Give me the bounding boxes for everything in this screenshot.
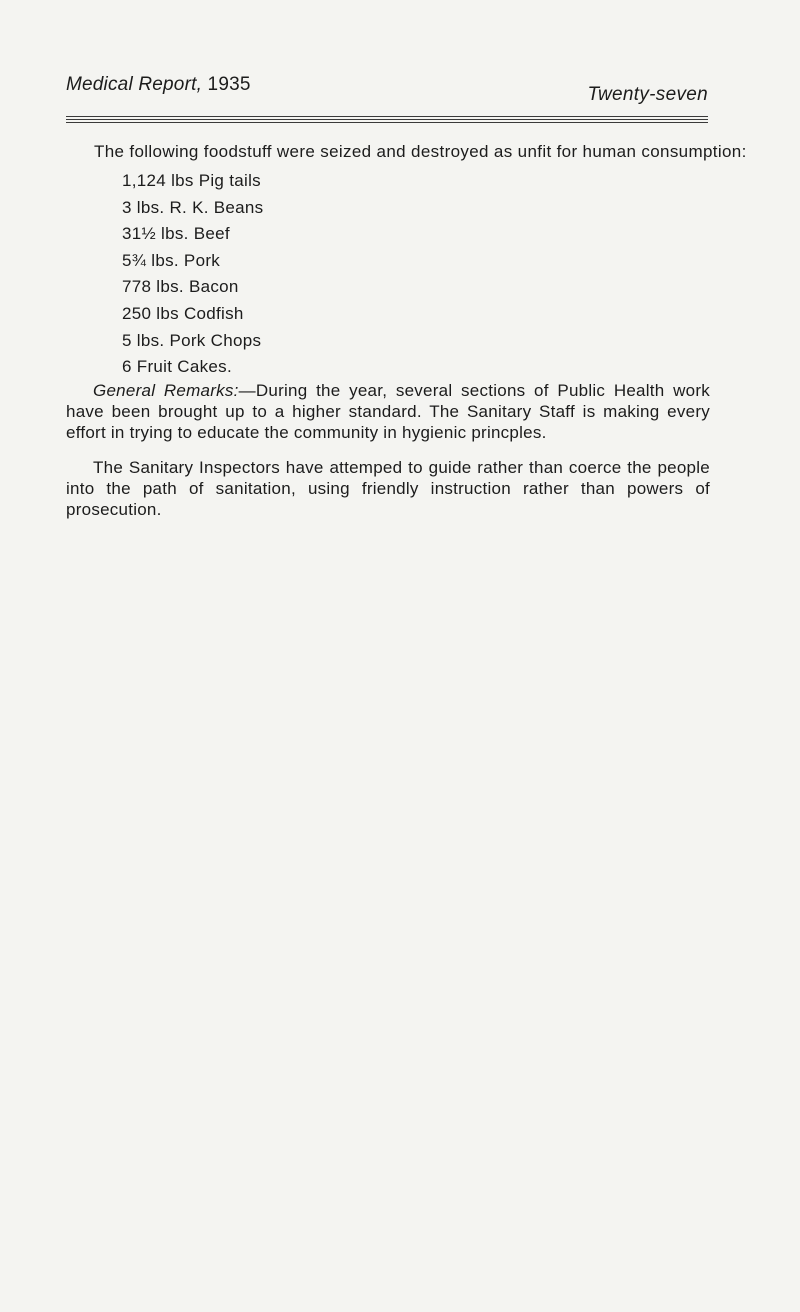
page-header — [66, 74, 708, 114]
report-title — [66, 74, 251, 96]
list-item: 31½ lbs. Beef — [122, 224, 230, 244]
general-remarks-heading: General Remarks: — [93, 381, 239, 400]
list-item: 250 lbs Codfish — [122, 303, 244, 323]
header-rule-top — [66, 116, 708, 117]
closing-paragraph: The Sanitary Inspectors have attemped to guide rather than coerce the people into the path of sanitation, using friendly instruction rather than powers of prosecution. — [66, 458, 710, 519]
header-rule-bottom — [66, 122, 708, 123]
general-remarks-paragraph — [66, 380, 710, 443]
list-item: 5¾ lbs. Pork — [122, 250, 221, 270]
report-title-text: Medical Report, — [66, 74, 203, 95]
list-item: 1,124 lbs Pig tails — [122, 171, 261, 190]
intro-sentence: The following foodstuff were seized and destroyed as unfit for human consumption: — [94, 142, 747, 161]
page-number: Twenty-seven — [587, 84, 708, 105]
report-year: 1935 — [207, 74, 251, 95]
header-rule-middle — [66, 119, 708, 120]
general-remarks-text: —During the year, several sections of Public Health work have been brought up to a higher standard. The Sanitary Staff is making every effort in trying to educate the community in hygienic princples. — [66, 381, 711, 442]
list-item: 3 lbs. R. K. Beans — [122, 197, 264, 217]
list-item: 5 lbs. Pork Chops — [122, 330, 262, 350]
seized-food-list — [122, 170, 263, 383]
list-item: 6 Fruit Cakes. — [122, 357, 233, 377]
list-item: 778 lbs. Bacon — [122, 277, 239, 297]
